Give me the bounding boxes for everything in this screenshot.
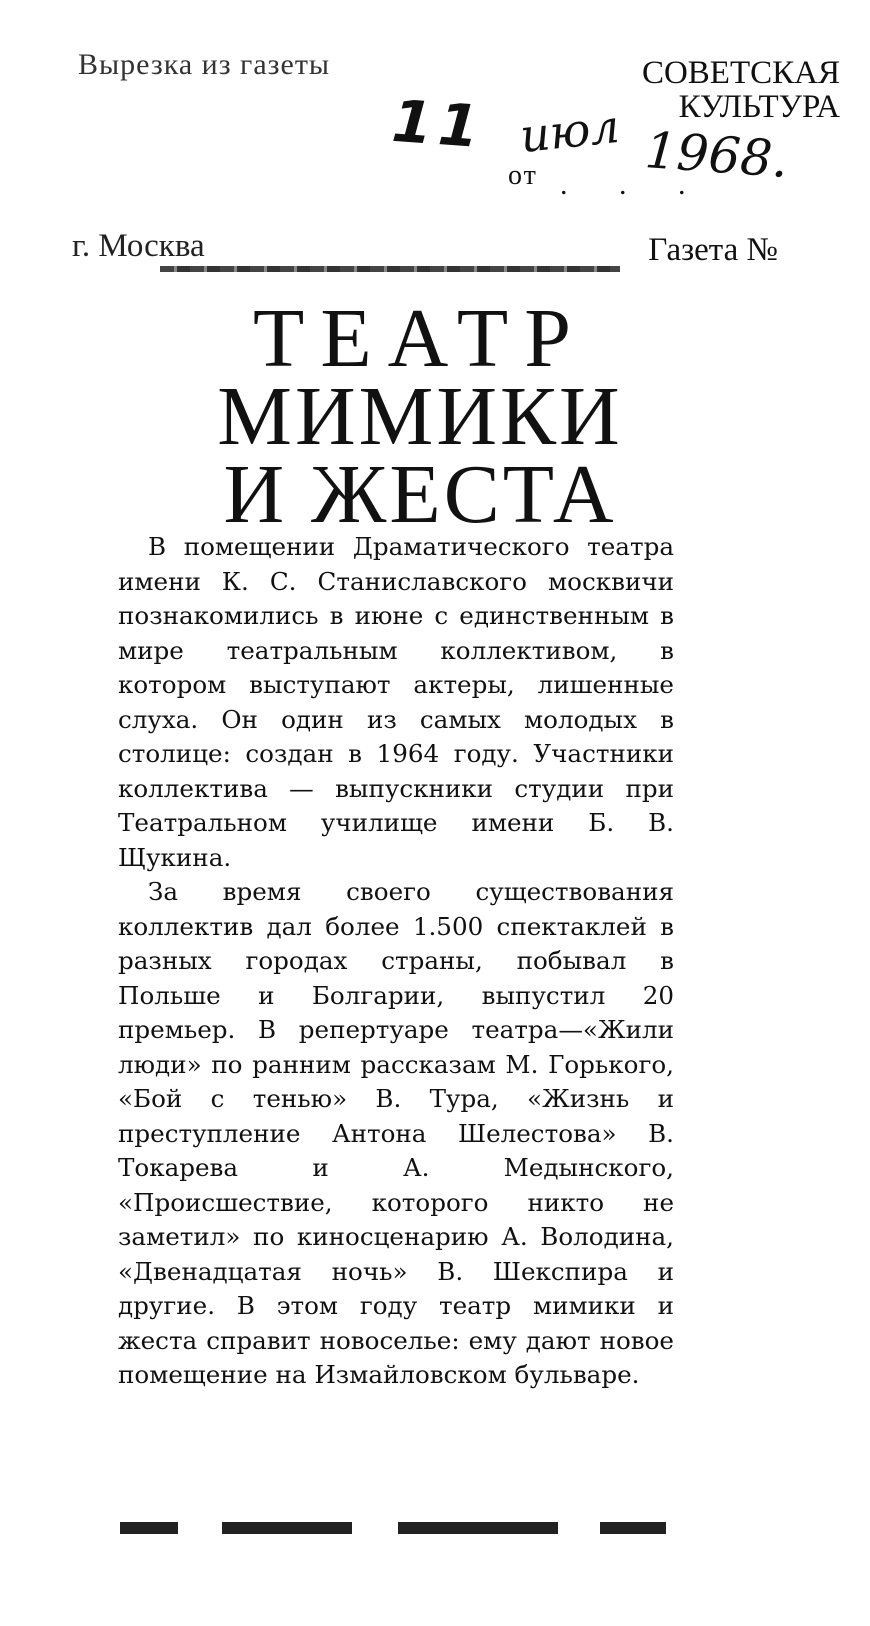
bottom-divider-segment [222,1522,352,1534]
article-paragraph-1: В помещении Драматического театра имени К. С. Станиславского москвичи познакомились в июне с единственным в мире театральным коллективом, в котором выступают актеры, лишенные слуха. Он один из самых молодых в столице: создан в 1964 году. Участники коллектива — выпускники студии при Театральном училище имени Б. В. Щукина. [118,532,674,872]
article-headline [150,292,690,541]
bottom-divider-segment [600,1522,666,1534]
date-prefix: от [508,160,538,191]
bottom-divider-segment [398,1522,558,1534]
top-divider [160,266,620,272]
newspaper-name: СОВЕТСКАЯ КУЛЬТУРА [641,55,840,125]
paper-number-label: Газета № [648,232,778,268]
date-dots: . . . [560,168,708,201]
bottom-divider-segment [120,1522,178,1534]
city-label: г. Москва [72,228,205,264]
clipping-label: Вырезка из газеты [78,48,331,81]
handwritten-day: 11 [389,86,487,162]
headline-line-1: ТЕАТР [253,292,587,385]
article-paragraph-2: За время своего существования коллектив дал более 1.500 спектаклей в разных городах страны, побывал в Польше и Болгарии, выпустил 20 премьер. В репертуаре театра—«Жили люди» по ранним рассказам М. Горького, «Бой с тенью» В. Тура, «Жизнь и преступление Антона Шелестова» В. Токарева и А. Медынского, «Происшествие, которого никто не заметил» по киносценарию А. Володина, «Двенадцатая ночь» В. Шекспира и другие. В этом году театр мимики и жеста справит новоселье: ему дают новое помещение на Измайловском бульваре. [118,877,674,1389]
handwritten-month: июл [517,98,622,164]
handwritten-year: 1968. [643,121,790,189]
article-body [118,530,674,1393]
headline-line-3: И ЖЕСТА [223,448,617,541]
headline-line-2: МИМИКИ [217,370,623,463]
